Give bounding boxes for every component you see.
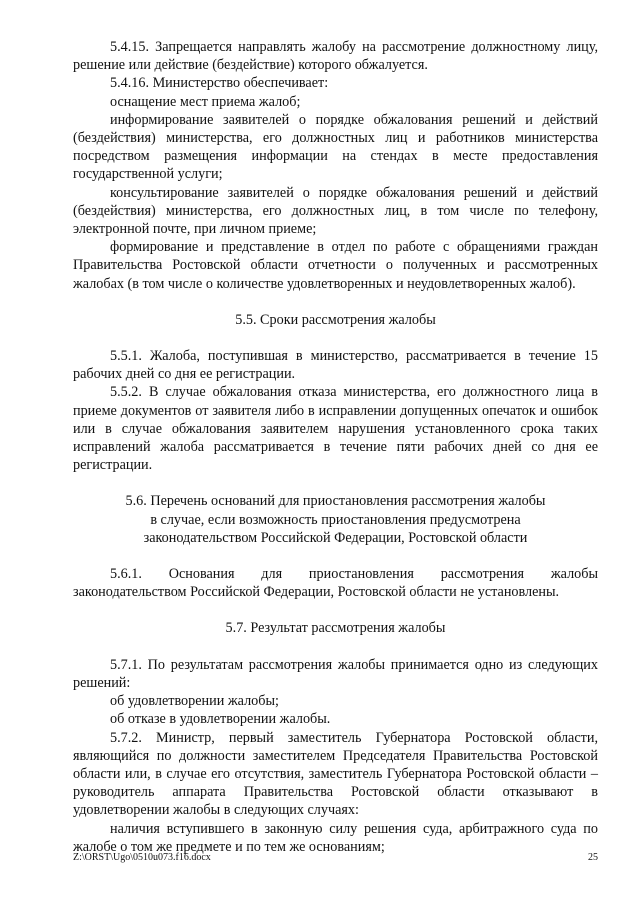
paragraph-5-7-2: 5.7.2. Министр, первый заместитель Губернатора Ростовской области, являющийся по должности заместителем Председателя Правительства Ростовской области или, в случае его отсутствия, заместитель Губернатора Ростовской области – руководитель аппарата Правительства Ростовской области отказывают в удовлетворении жалобы в следующих случаях: xyxy=(73,729,598,819)
heading-5-7: 5.7. Результат рассмотрения жалобы xyxy=(225,620,446,637)
paragraph-5-6-1: 5.6.1. Основания для приостановления рассмотрения жалобы законодательством Российской Федерации, Ростовской области не установлены. xyxy=(73,566,598,601)
paragraph-reporting: формирование и представление в отдел по работе с обращениями граждан Правительства Ростовской области отчетности о полученных и рассмотренных жалобах (в том числе о количестве удовлетворенных и неудовлетворенных жалоб). xyxy=(73,239,598,292)
footer-file-path: Z:\ORST\Ugo\0510u073.f16.docx xyxy=(73,852,211,863)
paragraph-court-decision: наличия вступившего в законную силу решения суда, арбитражного суда по жалобе о том же предмете и по тем же основаниям; xyxy=(73,820,598,855)
heading-5-6-line-1: 5.6. Перечень оснований для приостановления рассмотрения жалобы xyxy=(125,493,546,510)
paragraph-5-5-1: 5.5.1. Жалоба, поступившая в министерство, рассматривается в течение 15 рабочих дней со дня ее регистрации. xyxy=(73,348,598,383)
paragraph-satisfy: об удовлетворении жалобы; xyxy=(110,693,279,710)
paragraph-5-4-15: 5.4.15. Запрещается направлять жалобу на рассмотрение должностному лицу, решение или действие (бездействие) которого обжалуется. xyxy=(73,39,598,74)
heading-5-6-line-2: в случае, если возможность приостановления предусмотрена xyxy=(150,511,521,528)
paragraph-refuse: об отказе в удовлетворении жалобы. xyxy=(110,711,331,728)
footer-page-number: 25 xyxy=(588,852,598,863)
paragraph-5-4-16: 5.4.16. Министерство обеспечивает: xyxy=(110,75,329,92)
paragraph-consulting: консультирование заявителей о порядке обжалования решений и действий (бездействия) министерства, его должностных лиц, в том числе по телефону, электронной почте, при личном приеме; xyxy=(73,184,598,238)
document-body xyxy=(73,38,598,856)
paragraph-informing: информирование заявителей о порядке обжалования решений и действий (бездействия) министерства, его должностных лиц и работников министерства посредством размещения информации на стендах в месте предоставления государственной услуги; xyxy=(73,111,598,183)
paragraph-5-7-1: 5.7.1. По результатам рассмотрения жалобы принимается одно из следующих решений: xyxy=(73,656,598,691)
heading-5-5: 5.5. Сроки рассмотрения жалобы xyxy=(235,311,436,328)
paragraph-equipment: оснащение мест приема жалоб; xyxy=(110,93,301,110)
heading-5-6-line-3: законодательством Российской Федерации, Ростовской области xyxy=(143,529,528,546)
paragraph-5-5-2: 5.5.2. В случае обжалования отказа министерства, его должностного лица в приеме документов от заявителя либо в исправлении допущенных опечаток и ошибок или в случае обжалования заявителем нарушения установленного срока таких исправлений жалоба рассматривается в течение пяти рабочих дней со дня ее регистрации. xyxy=(73,384,598,474)
